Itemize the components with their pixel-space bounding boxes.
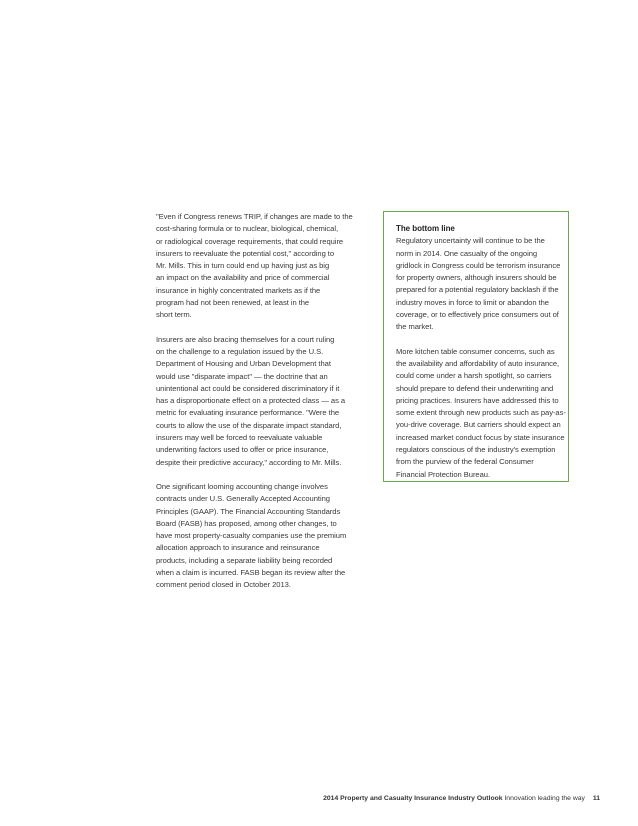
text-line: norm in 2014. One casualty of the ongoing <box>396 248 538 258</box>
text-line: cost-sharing formula or to nuclear, biological, chemical, <box>156 224 339 234</box>
page-footer <box>260 795 600 802</box>
text-line: an impact on the availability and price of commercial <box>156 273 330 283</box>
text-line: the availability and affordability of auto insurance, <box>396 358 560 368</box>
text-line: when a claim is incurred. FASB began its review after the <box>156 568 346 578</box>
text-line: or radiological coverage requirements, that could require <box>156 236 344 246</box>
text-line: have most property-casualty companies use the premium <box>156 531 347 541</box>
sidebar-paragraph-regulatory <box>396 235 561 333</box>
text-line: industry moves in force to limit or abandon the <box>396 297 549 307</box>
text-line: One significant looming accounting change involves <box>156 481 328 491</box>
sidebar-heading: The bottom line <box>396 224 455 233</box>
text-line: insurers to reevaluate the potential cost," according to <box>156 248 335 258</box>
text-line: courts to allow the use of the disparate impact standard, <box>156 420 342 430</box>
text-line: for property owners, although insurers should be <box>396 273 557 283</box>
text-line: Mr. Mills. This in turn could end up having just as big <box>156 261 330 271</box>
text-line: coverage, or to effectively price consumers out of <box>396 310 559 320</box>
text-line: underwriting factors used to offer or price insurance, <box>156 445 329 455</box>
text-line: More kitchen table consumer concerns, such as <box>396 346 555 356</box>
text-line: you-drive coverage. But carriers should expect an <box>396 420 561 430</box>
text-line: Department of Housing and Urban Development that <box>156 359 331 369</box>
paragraph-accounting <box>156 481 372 592</box>
page-number: 11 <box>592 795 600 802</box>
text-line: allocation approach to insurance and reinsurance <box>156 543 320 553</box>
text-line: prepared for a potential regulatory backlash if the <box>396 285 559 295</box>
bottom-line-sidebar <box>383 211 569 482</box>
text-line: insurers may well be forced to reevaluate valuable <box>156 433 323 443</box>
text-line: some extent through new products such as pay-as- <box>396 408 566 418</box>
text-line: the market. <box>396 322 434 332</box>
main-text-column <box>156 211 372 604</box>
text-line: increased market conduct focus by state insurance <box>396 432 565 442</box>
text-line: Principles (GAAP). The Financial Accounting Standards <box>156 506 341 516</box>
text-line: short term. <box>156 310 192 320</box>
text-line: would use "disparate impact" — the doctrine that an <box>156 371 328 381</box>
paragraph-disparate-impact <box>156 334 372 469</box>
text-line: Insurers are also bracing themselves for a court ruling <box>156 334 335 344</box>
text-line: on the challenge to a regulation issued by the U.S. <box>156 346 324 356</box>
text-line: products, including a separate liability being recorded <box>156 555 333 565</box>
text-line: should prepare to defend their underwriting and <box>396 383 554 393</box>
text-line: Board (FASB) has proposed, among other changes, to <box>156 518 337 528</box>
text-line: insurance in highly concentrated markets as if the <box>156 285 321 295</box>
text-line: "Even if Congress renews TRIP, if changes are made to the <box>156 212 353 221</box>
text-line: contracts under U.S. Generally Accepted Accounting <box>156 494 330 504</box>
text-line: from the purview of the federal Consumer <box>396 457 534 467</box>
text-line: Financial Protection Bureau. <box>396 469 490 479</box>
footer-tagline: Innovation leading the way <box>504 795 585 802</box>
text-line: could come under a harsh spotlight, so carriers <box>396 371 552 381</box>
text-line: metric for evaluating insurance performance. "Were the <box>156 408 340 418</box>
text-line: pricing practices. Insurers have addressed this to <box>396 395 559 405</box>
text-line: Regulatory uncertainty will continue to be the <box>396 236 545 246</box>
sidebar-paragraph-consumer <box>396 346 566 481</box>
text-line: unintentional act could be considered discriminatory if it <box>156 383 340 393</box>
text-line: has a disproportionate effect on a protected class — as a <box>156 396 346 406</box>
text-line: program had not been renewed, at least in the <box>156 298 310 308</box>
text-line: comment period closed in October 2013. <box>156 580 291 590</box>
text-line: regulators conscious of the industry's exemption <box>396 445 556 455</box>
footer-report-title: 2014 Property and Casualty Insurance Industry Outlook <box>323 795 503 802</box>
paragraph-trip <box>156 211 372 322</box>
text-line: gridlock in Congress could be terrorism insurance <box>396 260 561 270</box>
text-line: despite their predictive accuracy," according to Mr. Mills. <box>156 457 342 467</box>
